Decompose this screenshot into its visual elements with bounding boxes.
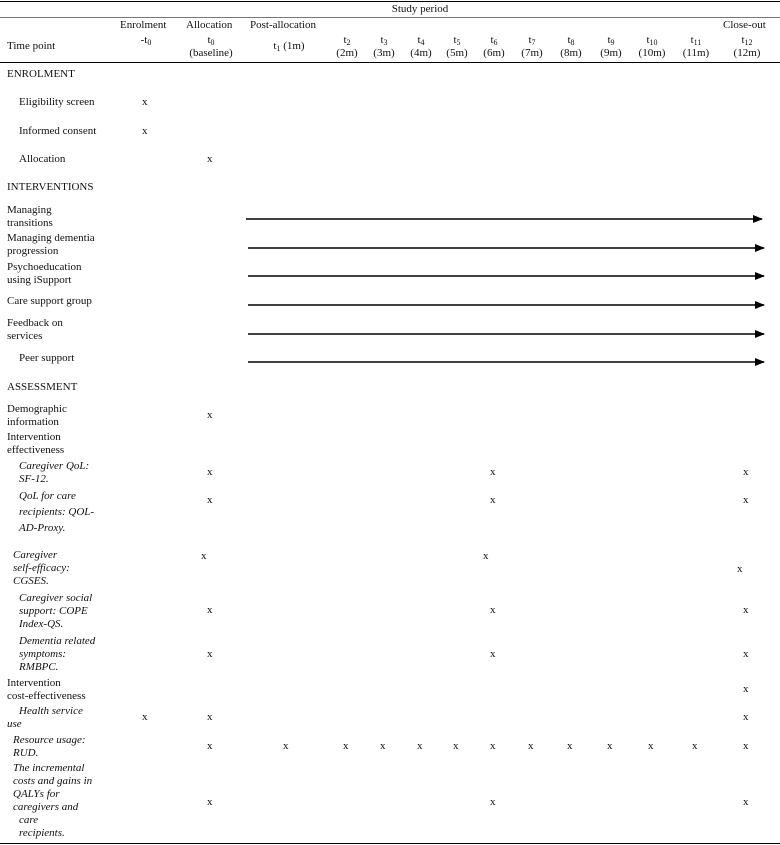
timepoint-t8: $t_8$ (8m): [560, 34, 582, 59]
mark-eligibility-t0-minus: x: [142, 96, 148, 108]
row-qol-care-recipients: QoL for care recipients: QOL- AD-Proxy.: [19, 490, 95, 534]
mark-caregiver-qol-t12: x: [743, 466, 749, 478]
mark-resource-t1: x: [283, 740, 289, 752]
mark-symptoms-t0: x: [207, 648, 213, 660]
mark-caregiver-qol-t6: x: [490, 466, 496, 478]
mark-resource-t3: x: [380, 740, 386, 752]
timepoint-t3: $t_3$ (3m): [373, 34, 395, 59]
mark-resource-t11: x: [692, 740, 698, 752]
row-dementia-symptoms: Dementia related symptoms: RMBPC.: [19, 635, 96, 673]
mark-resource-t4: x: [417, 740, 423, 752]
mark-incremental-t12: x: [743, 796, 749, 808]
mark-symptoms-t12: x: [743, 648, 749, 660]
mark-resource-t12: x: [743, 740, 749, 752]
mark-resource-t10: x: [648, 740, 654, 752]
phase-enrolment: Enrolment: [120, 19, 167, 31]
row-psychoeducation-isupport: Psychoeducation using iSupport: [7, 261, 82, 286]
mark-incremental-t0: x: [207, 796, 213, 808]
study-period-heading: Study period: [391, 3, 449, 15]
section-assessment: ASSESSMENT: [7, 381, 78, 393]
row-resource-usage: Resource usage: RUD.: [13, 734, 86, 759]
mark-health-service-t12: x: [743, 711, 749, 723]
row-health-service-use: Health service use: [7, 705, 83, 730]
mark-resource-t8: x: [567, 740, 573, 752]
mark-resource-t7: x: [528, 740, 534, 752]
row-demographic-information: Demographic information: [7, 403, 67, 428]
mark-health-service-t0-minus: x: [142, 711, 148, 723]
mark-health-service-t0: x: [207, 711, 213, 723]
mark-qol-recipients-t0: x: [207, 494, 213, 506]
row-intervention-effectiveness: Intervention effectiveness: [7, 431, 65, 456]
mark-resource-t2: x: [343, 740, 349, 752]
mark-social-support-t0: x: [207, 604, 213, 616]
row-managing-dementia-progression: Managing dementia progression: [7, 232, 95, 257]
timepoint-t6: $t_6$ (6m): [483, 34, 505, 59]
mark-self-efficacy-t12: x: [737, 563, 743, 575]
mark-self-efficacy-t0: x: [201, 550, 207, 562]
timepoint-t5: $t_5$ (5m): [446, 34, 468, 59]
mark-symptoms-t6: x: [490, 648, 496, 660]
mark-self-efficacy-t6: x: [483, 550, 489, 562]
timepoint-t4: $t_4$ (4m): [410, 34, 432, 59]
timepoint-t0-minus: $-t_0$: [140, 34, 152, 47]
row-managing-transitions: Managing transitions: [7, 204, 53, 229]
mark-social-support-t6: x: [490, 604, 496, 616]
mark-incremental-t6: x: [490, 796, 496, 808]
row-eligibility-screen: Eligibility screen: [19, 96, 95, 108]
section-interventions: INTERVENTIONS: [7, 181, 94, 193]
phase-close-out: Close-out: [723, 19, 766, 31]
mark-resource-t9: x: [607, 740, 613, 752]
row-caregiver-qol: Caregiver QoL: SF-12.: [19, 460, 90, 485]
row-care-support-group: Care support group: [7, 295, 92, 307]
row-allocation: Allocation: [19, 153, 66, 165]
mark-qol-recipients-t6: x: [490, 494, 496, 506]
phase-post-allocation: Post-allocation: [250, 19, 316, 31]
mark-cost-effectiveness-t12: x: [743, 683, 749, 695]
timepoint-t9: $t_9$ (9m): [600, 34, 622, 59]
phase-allocation: Allocation: [186, 19, 233, 31]
timepoint-t7: $t_7$ (7m): [521, 34, 543, 59]
row-incremental-costs-qalys: The incremental costs and gains in QALYs for caregivers and care recipients.: [13, 762, 93, 839]
mark-allocation-t0: x: [207, 153, 213, 165]
timepoint-t2: $t_2$ (2m): [336, 34, 358, 59]
timepoint-t0: $t_0$ (baseline): [189, 34, 233, 59]
row-feedback-on-services: Feedback on services: [7, 317, 63, 342]
row-intervention-cost-effectiveness: Intervention cost-effectiveness: [7, 677, 86, 702]
mark-social-support-t12: x: [743, 604, 749, 616]
mark-resource-t6: x: [490, 740, 496, 752]
timepoint-t11: $t_{11}$ (11m): [682, 34, 710, 59]
mark-resource-t0: x: [207, 740, 213, 752]
row-informed-consent: Informed consent: [19, 125, 97, 137]
time-point-label: Time point: [7, 40, 56, 52]
mark-demographic-t0: x: [207, 409, 213, 421]
section-enrolment: ENROLMENT: [7, 68, 75, 80]
timepoint-t10: $t_{10}$ (10m): [638, 34, 666, 59]
row-caregiver-self-efficacy: Caregiver self-efficacy: CGSES.: [13, 549, 70, 587]
row-peer-support: Peer support: [19, 352, 75, 364]
row-caregiver-social-support: Caregiver social support: COPE Index-QS.: [19, 592, 93, 630]
mark-qol-recipients-t12: x: [743, 494, 749, 506]
mark-consent-t0-minus: x: [142, 125, 148, 137]
mark-resource-t5: x: [453, 740, 459, 752]
mark-caregiver-qol-t0: x: [207, 466, 213, 478]
timepoint-t12: $t_{12}$ (12m): [733, 34, 761, 59]
timepoint-t1: $t_1$ (1m): [273, 40, 305, 53]
